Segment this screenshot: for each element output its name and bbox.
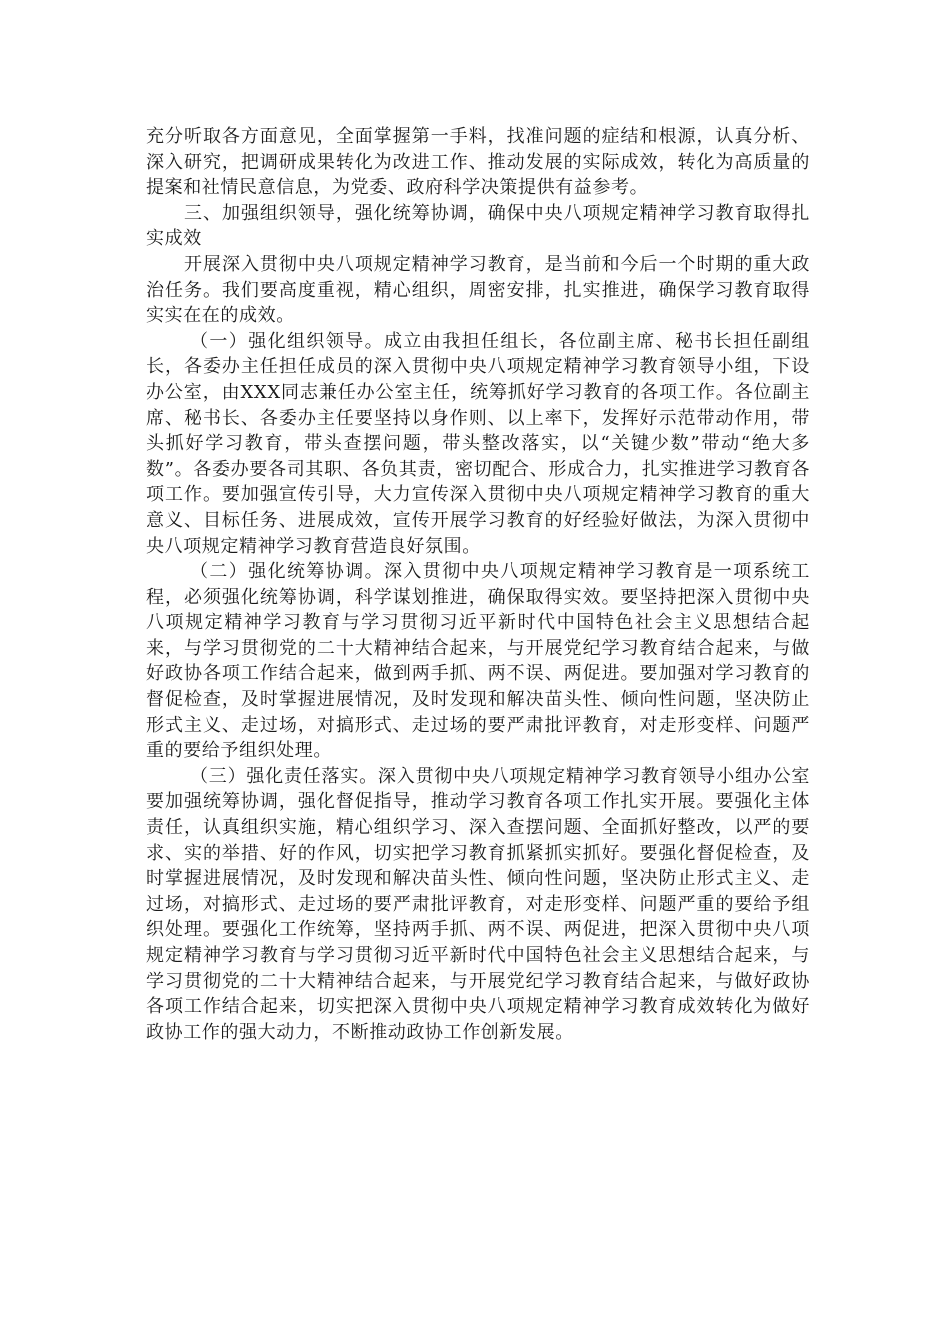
paragraph-item-one: （一）强化组织领导。成立由我担任组长，各位副主席、秘书长担任副组长，各委办主任担任成员的深入贯彻中央八项规定精神学习教育领导小组，下设办公室，由XXX同志兼任办公室主任，统筹抓好学习教育的各项工作。各位副主席、秘书长、各委办主任要坚持以身作则、以上率下，发挥好示范带动作用，带头抓好学习教育，带头查摆问题，带头整改落实，以“关键少数”带动“绝大多数”。各委办要各司其职、各负其责，密切配合、形成合力，扎实推进学习教育各项工作。要加强宣传引导，大力宣传深入贯彻中央八项规定精神学习教育的重大意义、目标任务、进展成效，宣传开展学习教育的好经验好做法，为深入贯彻中央八项规定精神学习教育营造良好氛围。 [146,330,810,557]
paragraph-intro: 开展深入贯彻中央八项规定精神学习教育，是当前和今后一个时期的重大政治任务。我们要高度重视，精心组织，周密安排，扎实推进，确保学习教育取得实实在在的成效。 [146,253,810,327]
document-body [146,124,810,1045]
section-heading-three: 三、加强组织领导，强化统筹协调，确保中央八项规定精神学习教育取得扎实成效 [146,202,810,250]
paragraph-continuation: 充分听取各方面意见，全面掌握第一手料，找准问题的症结和根源，认真分析、深入研究，把调研成果转化为改进工作、推动发展的实际成效，转化为高质量的提案和社情民意信息，为党委、政府科学决策提供有益参考。 [146,126,810,199]
paragraph-item-two: （二）强化统筹协调。深入贯彻中央八项规定精神学习教育是一项系统工程，必须强化统筹协调，科学谋划推进，确保取得实效。要坚持把深入贯彻中央八项规定精神学习教育与学习贯彻习近平新时代中国特色社会主义思想结合起来，与学习贯彻党的二十大精神结合起来，与开展党纪学习教育结合起来，与做好政协各项工作结合起来，做到两手抓、两不误、两促进。要加强对学习教育的督促检查，及时掌握进展情况，及时发现和解决苗头性、倾向性问题，坚决防止形式主义、走过场，对搞形式、走过场的要严肃批评教育，对走形变样、问题严重的要给予组织处理。 [146,561,810,762]
paragraph-item-three: （三）强化责任落实。深入贯彻中央八项规定精神学习教育领导小组办公室要加强统筹协调，强化督促指导，推动学习教育各项工作扎实开展。要强化主体责任，认真组织实施，精心组织学习、深入查摆问题、全面抓好整改，以严的要求、实的举措、好的作风，切实把学习教育抓紧抓实抓好。要强化督促检查，及时掌握进展情况，及时发现和解决苗头性、倾向性问题，坚决防止形式主义、走过场，对搞形式、走过场的要严肃批评教育，对走形变样、问题严重的要给予组织处理。要强化工作统筹，坚持两手抓、两不误、两促进，把深入贯彻中央八项规定精神学习教育与学习贯彻习近平新时代中国特色社会主义思想结合起来，与学习贯彻党的二十大精神结合起来，与开展党纪学习教育结合起来，与做好政协各项工作结合起来，切实把深入贯彻中央八项规定精神学习教育成效转化为做好政协工作的强大动力，不断推动政协工作创新发展。 [146,765,810,1043]
